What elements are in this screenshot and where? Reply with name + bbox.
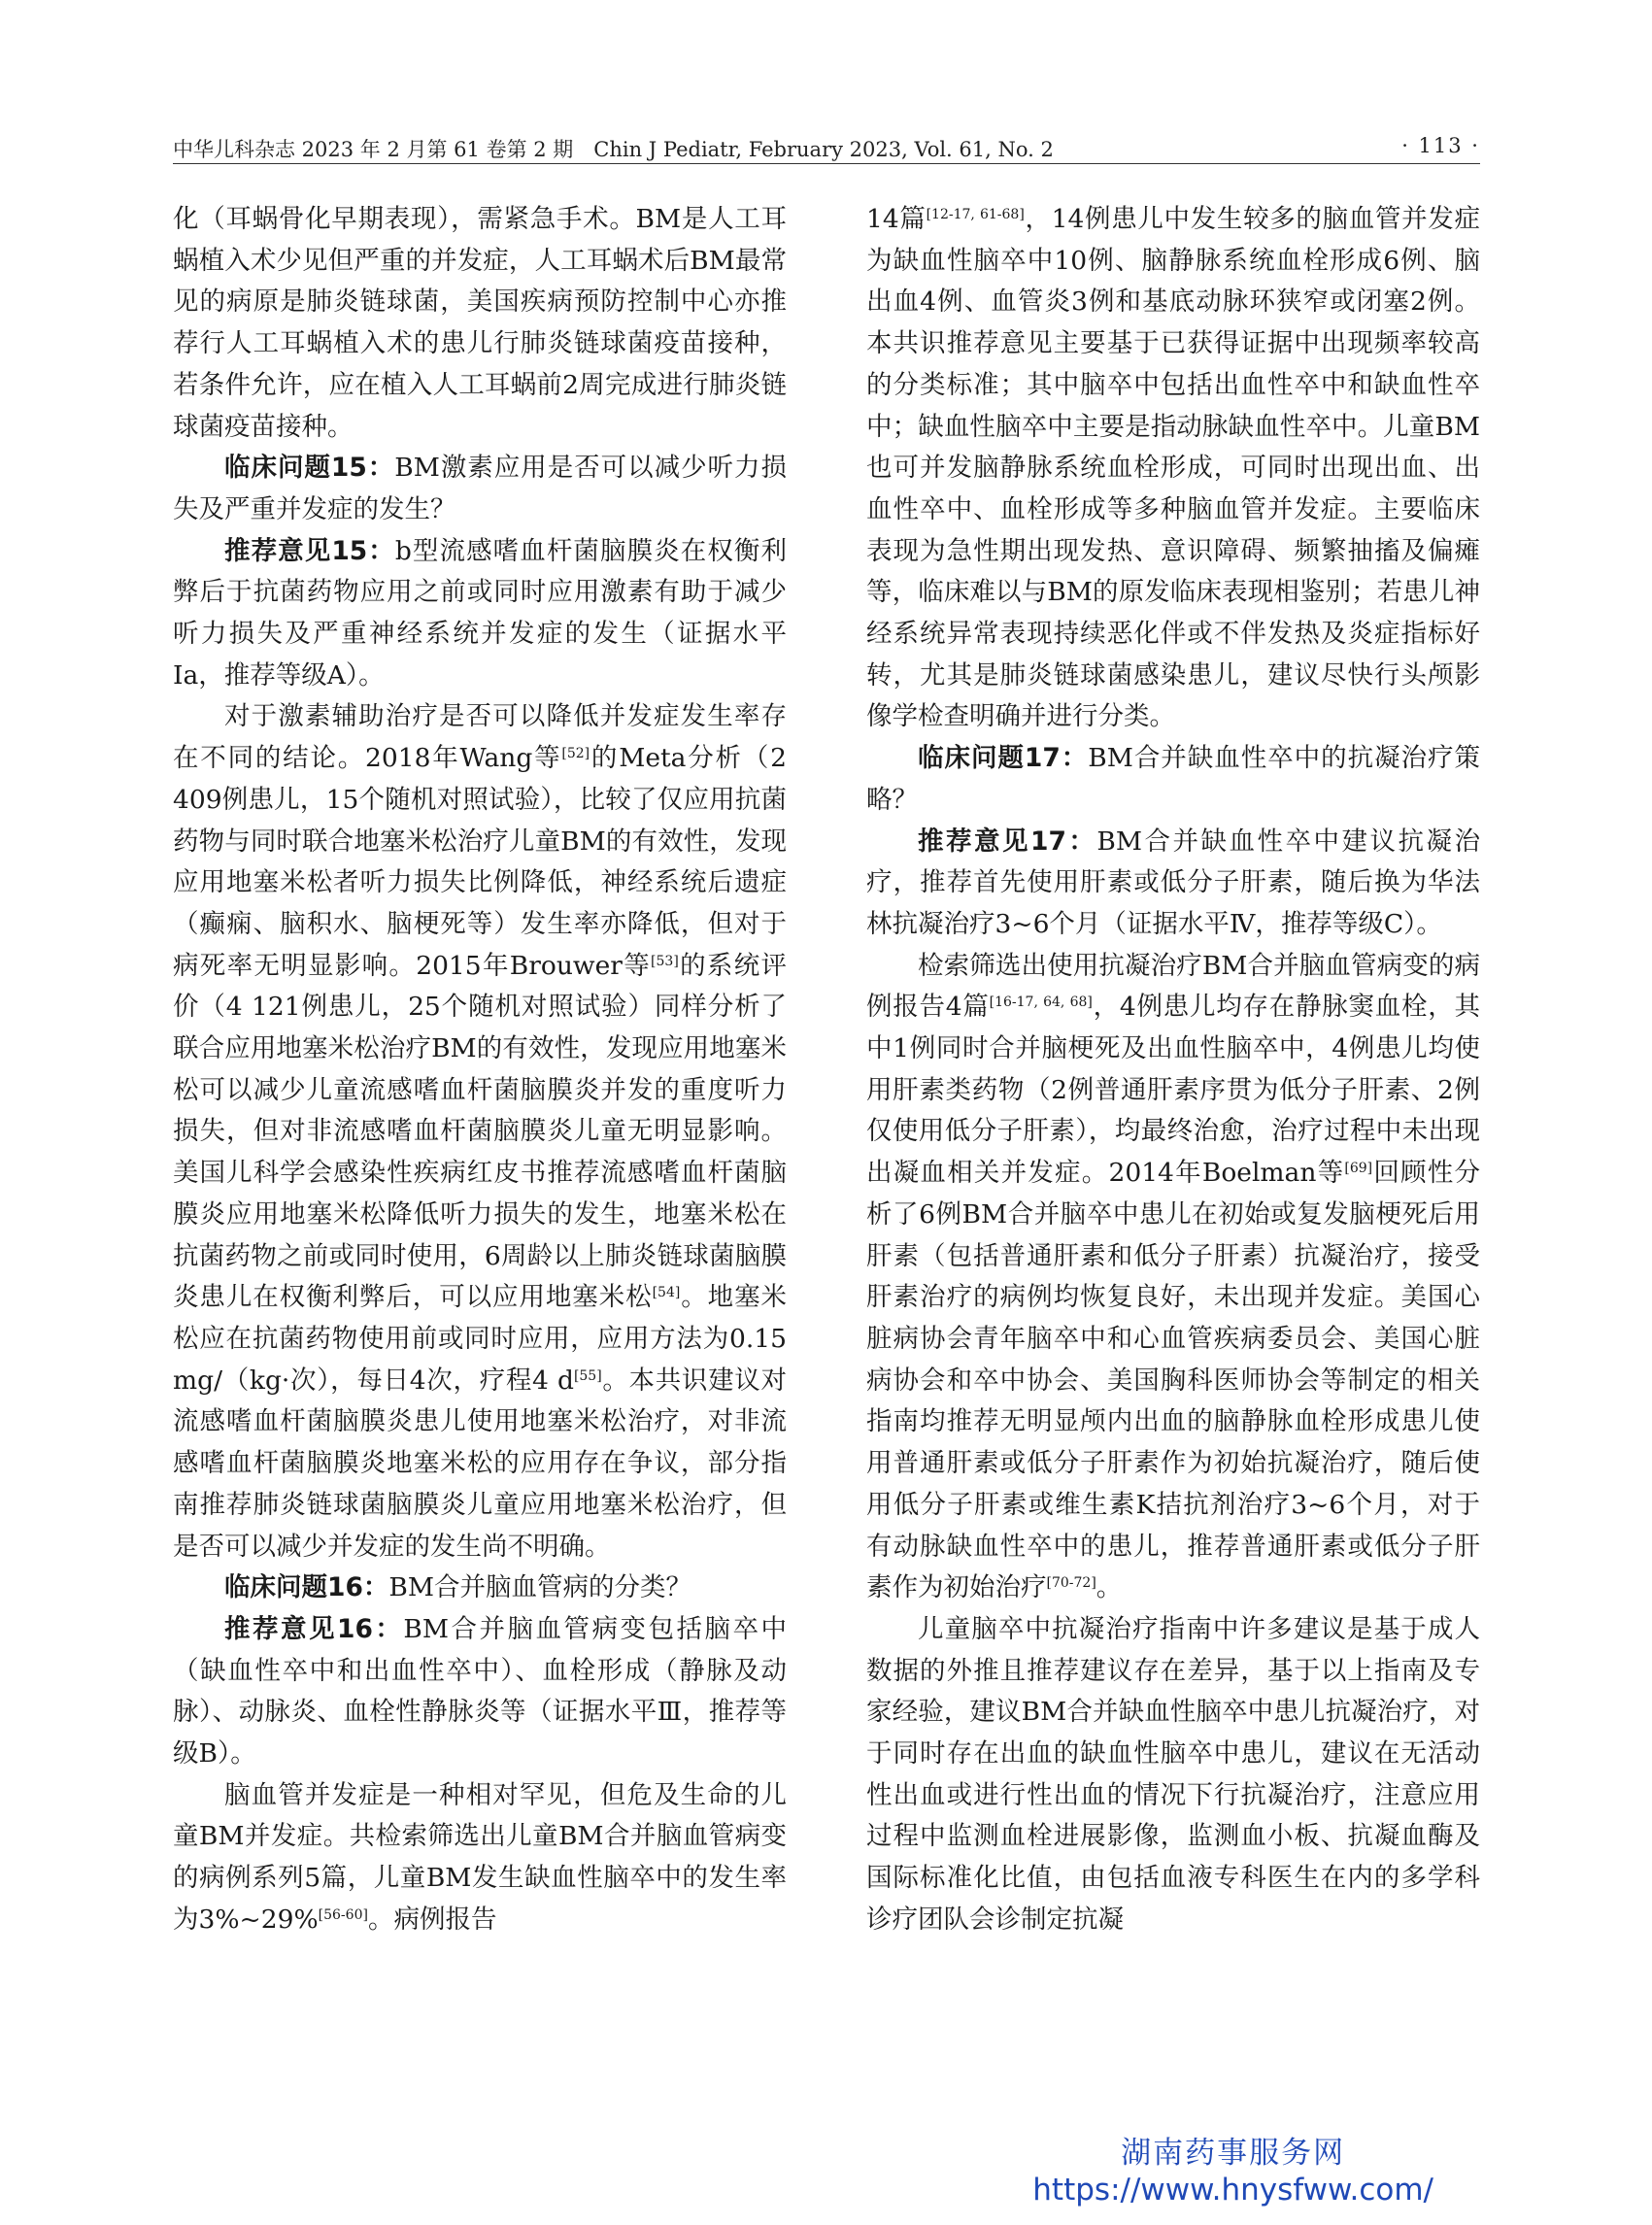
question-label: 临床问题15： <box>224 453 395 484</box>
paragraph: 儿童脑卒中抗凝治疗指南中许多建议是基于成人数据的外推且推荐建议存在差异，基于以上指南及专家经验，建议BM合并缺血性脑卒中患儿抗凝治疗，对于同时存在出血的缺血性脑卒中患儿，建议在无活动性出血或进行性出血的情况下行抗凝治疗，注意应用过程中监测血栓进展影像，监测血小板、抗凝血酶及国际标准化比值，由包括血液专科医生在内的多学科诊疗团队会诊制定抗凝 <box>866 1613 1480 1935</box>
text-run: ，14例患儿中发生较多的脑血管并发症为缺血性脑卒中10例、脑静脉系统血栓形成6例、脑出血4例、血管炎3例和基底动脉环狭窄或闭塞2例。本共识推荐意见主要基于已获得证据中出现频率较高的分类标准；其中脑卒中包括出血性卒中和缺血性卒中；缺血性脑卒中主要是指动脉缺血性卒中。儿童BM也可并发脑静脉系统血栓形成，可同时出现出血、出血性卒中、血栓形成等多种脑血管并发症。主要临床表现为急性期出现发热、意识障碍、频繁抽搐及偏瘫等，临床难以与BM的原发临床表现相鉴别；若患儿神经系统异常表现持续恶化伴或不伴发热及炎症指标好转，尤其是肺炎链球菌感染患儿，建议尽快行头颅影像学检查明确并进行分类。 <box>866 204 1480 732</box>
question-text: BM激素应用是否可以减少听力损失及严重并发症的发生？ <box>173 453 787 524</box>
recommendation-16 <box>173 1609 787 1775</box>
watermark-url[interactable]: https://www.hnysfww.com/ <box>1032 2173 1433 2208</box>
citation: [70-72] <box>1046 1575 1096 1592</box>
question-label: 临床问题16： <box>224 1572 389 1603</box>
header-rule <box>173 163 1480 164</box>
citation: [56-60] <box>318 1906 368 1923</box>
citation: [53] <box>651 953 679 969</box>
text-run: 。本共识建议对流感嗜血杆菌脑膜炎患儿使用地塞米松治疗，对非流感嗜血杆菌脑膜炎地塞米松的应用存在争议，部分指南推荐肺炎链球菌脑膜炎儿童应用地塞米松治疗，但是否可以减少并发症的发生尚不明确。 <box>173 1365 787 1562</box>
text-run: 的系统评价（4 121例患儿，25个随机对照试验）同样分析了联合应用地塞米松治疗BM的有效性，发现应用地塞米松可以减少儿童流感嗜血杆菌脑膜炎并发的重度听力损失，但对非流感嗜血杆菌脑膜炎儿童无明显影响。美国儿科学会感染性疾病红皮书推荐流感嗜血杆菌脑膜炎应用地塞米松降低听力损失的发生，地塞米松在抗菌药物之前或同时使用，6周龄以上肺炎链球菌脑膜炎患儿在权衡利弊后，可以应用地塞米松 <box>173 950 787 1313</box>
text-run: 。 <box>1096 1572 1123 1603</box>
text-run: 回顾性分析了6例BM合并脑卒中患儿在初始或复发脑梗死后用肝素（包括普通肝素和低分子肝素）抗凝治疗，接受肝素治疗的病例均恢复良好，未出现并发症。美国心脏病协会青年脑卒中和心血管疾病委员会、美国心脏病协会和卒中协会、美国胸科医师协会等制定的相关指南均推荐无明显颅内出血的脑静脉血栓形成患儿使用普通肝素或低分子肝素作为初始抗凝治疗，随后使用低分子肝素或维生素K拮抗剂治疗3~6个月，对于有动脉缺血性卒中的患儿，推荐普通肝素或低分子肝素作为初始治疗 <box>866 1158 1480 1603</box>
recommendation-label: 推荐意见17： <box>918 826 1097 857</box>
clinical-question-17 <box>866 738 1480 821</box>
paragraph <box>173 696 787 1568</box>
right-column <box>866 199 1480 1941</box>
text-run: 对于激素辅助治疗是否可以降低并发症发生率存在不同的结论。2018年Wang等 <box>173 701 787 774</box>
citation: [55] <box>573 1367 602 1384</box>
paragraph <box>866 946 1480 1609</box>
text-run: 检索筛选出使用抗凝治疗BM合并脑血管病变的病例报告4篇 <box>866 950 1480 1023</box>
text-run: 。地塞米松应在抗菌药物使用前或同时应用，应用方法为0.15 mg/（kg·次），每日4次，疗程4 d <box>173 1282 788 1396</box>
clinical-question-15 <box>173 448 787 530</box>
text-run: 脑血管并发症是一种相对罕见，但危及生命的儿童BM并发症。共检索筛选出儿童BM合并脑血管病变的病例系列5篇，儿童BM发生缺血性脑卒中的发生率为3%~29% <box>173 1779 787 1935</box>
page-number: · 113 · <box>1401 134 1480 157</box>
question-text: BM合并缺血性卒中的抗凝治疗策略？ <box>866 743 1480 815</box>
citation: [52] <box>561 746 590 762</box>
watermark-site-name: 湖南药事服务网 <box>1121 2136 1346 2171</box>
recommendation-label: 推荐意见15： <box>224 535 395 566</box>
paragraph <box>866 199 1480 738</box>
recommendation-label: 推荐意见16： <box>224 1613 404 1644</box>
paragraph <box>173 1775 787 1941</box>
journal-citation: 中华儿科杂志 2023 年 2 月第 61 卷第 2 期 Chin J Pediatr, February 2023, Vol. 61, No. 2 <box>173 138 1054 161</box>
recommendation-15 <box>173 531 787 697</box>
citation: [54] <box>652 1285 681 1301</box>
citation: [69] <box>1344 1161 1373 1177</box>
recommendation-text: BM合并缺血性卒中建议抗凝治疗，推荐首先使用肝素或低分子肝素，随后换为华法林抗凝治疗3~6个月（证据水平Ⅳ，推荐等级C）。 <box>866 826 1480 939</box>
question-label: 临床问题17： <box>918 743 1089 774</box>
citation: [16-17, 64, 68] <box>989 995 1093 1011</box>
paragraph: 化（耳蜗骨化早期表现），需紧急手术。BM是人工耳蜗植入术少见但严重的并发症，人工耳蜗术后BM最常见的病原是肺炎链球菌，美国疾病预防控制中心亦推荐行人工耳蜗植入术的患儿行肺炎链球菌疫苗接种，若条件允许，应在植入人工耳蜗前2周完成进行肺炎链球菌疫苗接种。 <box>173 204 787 442</box>
watermark <box>1032 2135 1433 2208</box>
text-run: 。病例报告 <box>367 1904 497 1935</box>
running-header <box>173 130 1480 165</box>
left-column <box>173 199 787 1941</box>
question-text: BM合并脑血管病的分类？ <box>388 1572 691 1603</box>
text-run: ，4例患儿均存在静脉窦血栓，其中1例同时合并脑梗死及出血性脑卒中，4例患儿均使用肝素类药物（2例普通肝素序贯为低分子肝素、2例仅使用低分子肝素），均最终治愈，治疗过程中未出现出凝血相关并发症。2014年Boelman等 <box>866 992 1480 1189</box>
recommendation-text: BM合并脑血管病变包括脑卒中（缺血性卒中和出血性卒中）、血栓形成（静脉及动脉）、动脉炎、血栓性静脉炎等（证据水平Ⅲ，推荐等级B）。 <box>173 1613 787 1770</box>
recommendation-text: b型流感嗜血杆菌脑膜炎在权衡利弊后于抗菌药物应用之前或同时应用激素有助于减少听力损失及严重神经系统并发症的发生（证据水平Ⅰa，推荐等级A）。 <box>173 535 787 691</box>
clinical-question-16 <box>173 1568 787 1609</box>
recommendation-17 <box>866 822 1480 946</box>
text-run: 的Meta分析（2 409例患儿，15个随机对照试验），比较了仅应用抗菌药物与同时联合地塞米松治疗儿童BM的有效性，发现应用地塞米松者听力损失比例降低，神经系统后遗症（癫痫、脑积水、脑梗死等）发生率亦降低，但对于病死率无明显影响。2015年Brouwer等 <box>173 743 787 981</box>
text-run: 14篇 <box>866 204 927 234</box>
citation: [12-17, 61-68] <box>926 207 1025 222</box>
